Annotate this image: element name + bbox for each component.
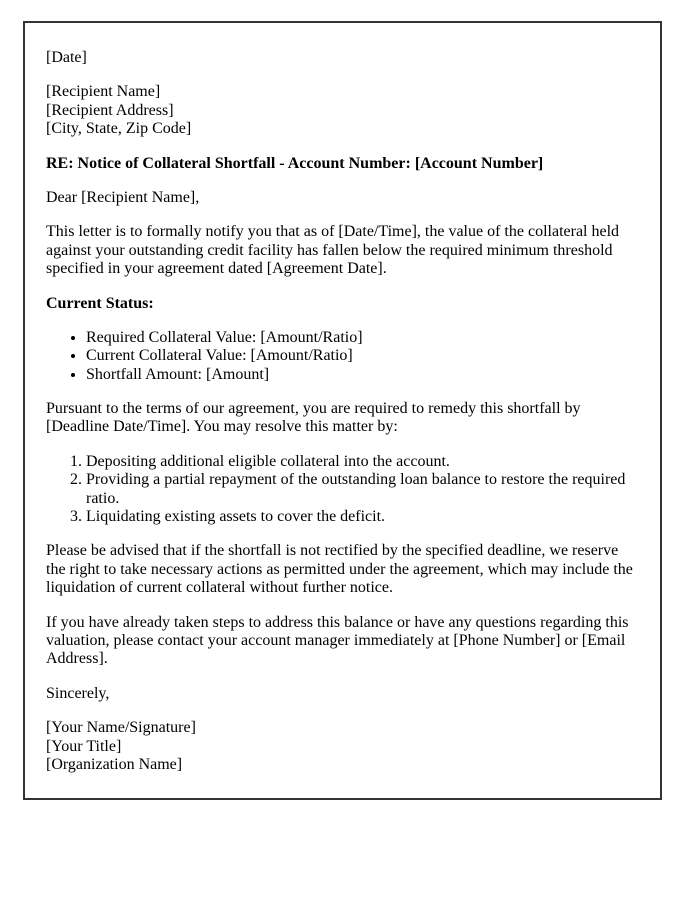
signature-org-line: [Organization Name] — [46, 755, 183, 773]
salutation: Dear [Recipient Name], — [46, 188, 200, 206]
letter-container — [23, 21, 662, 800]
remedy-option-liquidate: 3. Liquidating existing assets to cover the deficit. — [86, 508, 639, 526]
status-item-current: • Current Collateral Value: [Amount/Ratio] — [86, 347, 639, 365]
signature-name-line: [Your Name/Signature] — [46, 719, 196, 737]
status-heading: Current Status: — [46, 294, 154, 312]
remedy-option-deposit: 1. Depositing additional eligible collateral into the account. — [86, 453, 639, 471]
signature-block — [46, 719, 639, 774]
contact-paragraph: If you have already taken steps to address this balance or have any questions regarding this valuation, please contact your account manager immediately at [Phone Number] or [Email Address]. — [46, 613, 629, 668]
closing: Sincerely, — [46, 684, 110, 702]
recipient-name-line: [Recipient Name] — [46, 83, 161, 101]
subject-line: RE: Notice of Collateral Shortfall - Account Number: [Account Number] — [46, 154, 544, 172]
status-item-required: • Required Collateral Value: [Amount/Ratio] — [86, 329, 639, 347]
signature-title-line: [Your Title] — [46, 737, 122, 755]
recipient-address-line: [Recipient Address] — [46, 101, 174, 119]
status-item-shortfall: • Shortfall Amount: [Amount] — [86, 366, 639, 384]
warning-paragraph: Please be advised that if the shortfall is not rectified by the specified deadline, we reserve the right to take necessary actions as permitted under the agreement, which may include the liquidation of current collateral without further notice. — [46, 542, 633, 597]
recipient-city-line: [City, State, Zip Code] — [46, 120, 192, 138]
remedy-options-list — [46, 453, 639, 527]
status-list — [46, 329, 639, 384]
date-line: [Date] — [46, 49, 87, 66]
recipient-block — [46, 83, 639, 138]
remedy-option-repayment: 2. Providing a partial repayment of the outstanding loan balance to restore the required ratio. — [86, 471, 639, 508]
remedy-paragraph: Pursuant to the terms of our agreement, you are required to remedy this shortfall by [Deadline Date/Time]. You may resolve this matter by: — [46, 400, 581, 436]
intro-paragraph: This letter is to formally notify you that as of [Date/Time], the value of the collateral held against your outstanding credit facility has fallen below the required minimum threshold specified in your agreement dated [Agreement Date]. — [46, 223, 620, 278]
